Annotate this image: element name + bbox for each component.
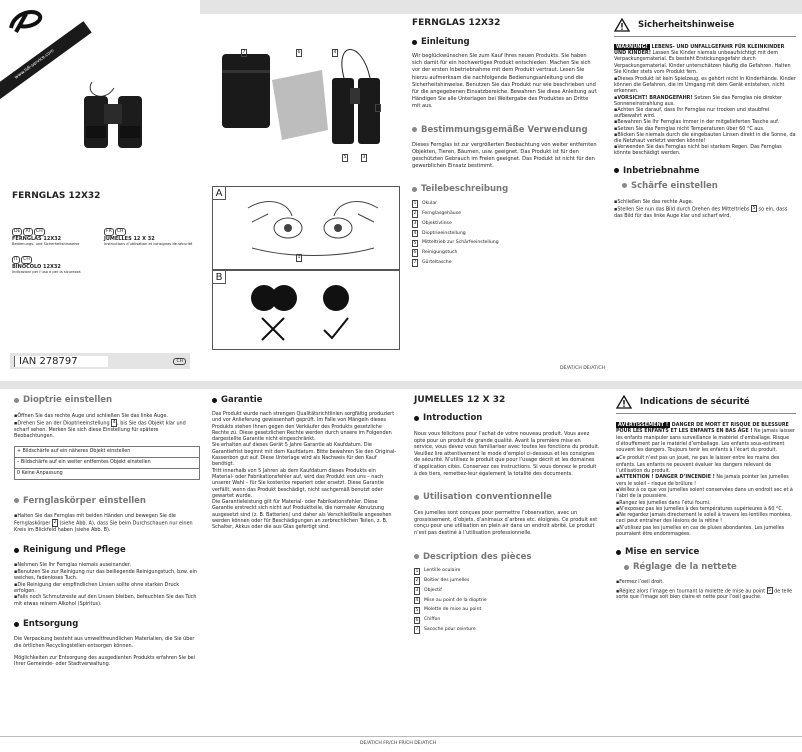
binoculars-photo — [74, 74, 154, 154]
lang-code: CH — [23, 257, 30, 262]
fr-safety-panel — [616, 395, 796, 705]
ian-bar — [10, 353, 190, 369]
ian-number: IAN 278797 — [14, 356, 108, 367]
reinigung-item: ▪Die Reinigung der empfindlichen Linsen sollte ohne starken Druck erfolgen. — [14, 581, 180, 594]
bullet-icon — [412, 40, 417, 45]
de-operation-panel — [14, 395, 200, 725]
safety-item: ▪Achten Sie darauf, dass Ihr Fernglas nur trocken und staubfrei aufbewahrt wird. — [614, 107, 770, 120]
footer-rule — [0, 736, 802, 737]
part-number: 6 — [413, 250, 417, 256]
fr-safety-item: ▪Rangez les jumelles dans l’étui fourni. — [616, 500, 711, 506]
safety-list — [614, 76, 796, 157]
part-number: 4 — [413, 230, 417, 236]
table-row: – Bildschärfe auf ein weiter entferntes Objekt einstellen — [14, 458, 200, 469]
pieces-list — [414, 568, 600, 634]
section-teile — [412, 184, 598, 194]
mid-footer: DE/AT/CH DE/AT/CH — [560, 366, 606, 371]
part-number: 5 — [413, 240, 417, 246]
lang-sub: Bedienungs- und Sicherheitshinweise — [12, 241, 80, 246]
section-description: Description des pièces — [414, 552, 600, 562]
fr-safety-title: Indications de sécurité — [640, 397, 750, 407]
bullet-icon — [212, 398, 217, 403]
safety-warning — [614, 44, 796, 75]
section-reinigung: Reinigung und Pflege — [14, 545, 200, 555]
reinigung-item: ▪Falls noch Schmutzreste auf den Linsen bleiben, befeuchten Sie das Tuch mit etwas reinem Alkohol (Spiritus). — [14, 594, 197, 607]
part-label: Fernglasgehäuse — [422, 210, 461, 216]
lang-name: JUMELLES 12 X 32 — [104, 235, 155, 242]
page-title-fr: JUMELLES 12 X 32 — [414, 395, 506, 405]
section-fernglaskoerper: Fernglaskörper einstellen — [14, 496, 200, 506]
figures-panel — [212, 20, 400, 350]
section-dioptrie: Dioptrie einstellen — [14, 395, 200, 405]
figure-b-label: B — [212, 270, 226, 284]
safety-heading — [614, 18, 796, 37]
bestimmung-text: Dieses Fernglas ist zur vergrößerten Beobachtung von weiter entfernten Objekten, Tieren, Bäumen, usw. geeignet. Das Produkt ist für den geschützten Gebrauch im Freien geeignet. Das Produkt ist nicht für den gewerblichen Einsatz bestimmt. — [412, 141, 597, 170]
part-label: Reinigungstuch — [422, 250, 458, 256]
cover-lang-it — [12, 256, 81, 274]
bullet-icon — [412, 127, 417, 132]
part-item — [412, 240, 598, 248]
fern-step: ▪Halten Sie das Fernglas mit beiden Händen und bewegen Sie die Fernglaskörper 2 (siehe Abb. A), dass Sie beim Durchschauen nur einen Kreis im Blickfeld haben (siehe Abb. B). — [14, 512, 193, 533]
bullet-icon — [414, 554, 419, 559]
section-einleitung — [412, 37, 598, 47]
section-mise-en-service: Mise en service — [616, 547, 796, 557]
fr-safety-item: ▪ATTENTION ! DANGER D’INCENDIE ! Ne jamais pointer les jumelles vers le soleil – risque de brûlure ! — [616, 475, 789, 487]
lang-code: FR — [106, 229, 112, 234]
lang-code: IT — [14, 257, 19, 262]
callout-3: 3 — [362, 155, 366, 160]
piece-item: 7 Sacoche pour ceinture — [415, 627, 476, 633]
de-safety-panel — [614, 18, 796, 348]
piece-item: 1 Lentille oculaire — [415, 568, 461, 574]
schaerfe-step: ▪Schließen Sie das rechte Auge. — [614, 198, 694, 205]
fr-safety-list — [616, 456, 796, 538]
dioptrie-step: ▪Öffnen Sie das rechte Auge und schließen Sie das linke Auge. — [14, 413, 168, 419]
part-label: Gürteltasche — [422, 259, 452, 265]
table-row: 0 Keine Anpassung — [14, 469, 200, 480]
lang-sub: Indicazioni per l’uso e per la sicurezza — [12, 269, 81, 274]
safety-item: ▪Blicken Sie niemals durch die eingebauten Linsen direkt in die Sonne, da die Netzhaut verletzt werden könnte! — [614, 131, 796, 145]
entsorgung-text: Möglichkeiten zur Entsorgung des ausgedienten Produkts erfahren Sie bei Ihrer Gemeinde- oder Stadtverwaltung. — [14, 655, 196, 668]
piece-item: 6 Chiffon — [415, 617, 441, 623]
cover-panel — [0, 0, 200, 374]
bullet-icon — [14, 622, 19, 627]
bullet-icon — [414, 495, 419, 500]
section-inbetriebnahme: Inbetriebnahme — [614, 166, 796, 176]
bullet-icon — [624, 565, 629, 570]
ch-badge: CH — [173, 358, 186, 365]
callout-4: 4 — [333, 50, 337, 55]
piece-item: 2 Boîtier des jumelles — [415, 578, 470, 584]
part-number: 2 — [413, 211, 417, 217]
part-label: Objektivlinse — [422, 220, 452, 226]
bullet-icon — [414, 416, 419, 421]
lang-name: BINOCOLO 12X32 — [12, 263, 61, 270]
fr-safety-warning: AVERTISSEMENT ! DANGER DE MORT ET RISQUE DE BLESSURE POUR LES ENFANTS ET LES ENFANTS EN BAS ÂGE ! Ne jamais laisser les enfants manipuler sans surveillance le matériel d’emballage. Risque d’étouffement par le matériel d’emballage. Les enfants sous-estiment souvent les dangers. Toujours tenir les enfants à l’écart du produit. — [616, 422, 795, 454]
piece-item: 5 Molette de mise au point — [415, 607, 482, 613]
part-item — [412, 200, 598, 208]
safety-item: ▪Verwenden Sie das Fernglas nicht bei starkem Regen. Das Fernglas könnte beschädigt werden. — [614, 144, 782, 157]
brand-logo — [6, 6, 46, 34]
reglage-step: ▪Réglez alors l’image en tournant la molette de mise au point 5 de telle sorte que l’image soit bien claire et nette pour l’oeil gauche. — [616, 587, 793, 601]
fr-safety-item: ▪Ne regardez jamais directement le soleil à travers les lentilles montées, ceci peut entraîner des lésions de la rétine ! — [616, 513, 792, 525]
section-title: Einleitung — [421, 37, 470, 47]
section-entsorgung: Entsorgung — [14, 619, 200, 629]
warning-headline: LEBENS- UND UNFALLGEFAHR FÜR KLEINKINDER UND KINDER! — [614, 44, 785, 57]
figure-a-label: A — [212, 186, 226, 200]
callout-7: 7 — [242, 50, 246, 55]
bullet-icon — [14, 548, 19, 553]
lang-code: AT — [25, 229, 32, 234]
product-contents-figure — [212, 20, 400, 170]
section-introduction: Introduction — [414, 413, 600, 423]
section-title: Teilebeschreibung — [421, 184, 509, 195]
part-number: 3 — [413, 221, 417, 227]
garantie-text: Das Produkt wurde nach strengen Qualitätsrichtlinien sorgfältig produziert und vor Anlieferung gewissenhaft geprüft. Im Falle von Mängeln dieses Produkts stehen Ihnen gegen den Verkäufer des Produkts gesetzliche Rechte zu. Diese gesetzlichen Rechte werden durch unsere im Folgenden dargestellte Garantie nicht eingeschränkt. — [212, 411, 395, 443]
reinigung-item: ▪Benutzen Sie zur Reinigung nur das beiliegende Reinigungstuch, bzw. ein weiches, fadenloses Tuch. — [14, 568, 197, 582]
parts-list — [412, 200, 598, 266]
fr-intro-panel — [414, 395, 600, 695]
bullet-icon — [412, 187, 417, 192]
fr-safety-item: ▪N’exposez pas les jumelles à des températures supérieures à 60 °C. — [616, 506, 784, 512]
bottom-footer: DE/AT/CH FR/CH FR/CH DE/AT/CH — [360, 741, 437, 746]
section-reglage: Réglage de la nettete — [616, 562, 796, 572]
section-schaerfe: Schärfe einstellen — [614, 181, 796, 191]
part-item — [412, 230, 598, 238]
part-item — [412, 249, 598, 257]
lang-name: FERNGLAS 12X32 — [12, 235, 62, 242]
safety-item: ▪VORSICHT! BRANDGEFAHR! Setzen Sie das Fernglas nie direkter Sonneneinstrahlung aus. — [614, 94, 783, 107]
bullet-icon — [622, 183, 627, 188]
part-item — [412, 220, 598, 228]
section-title: Bestimmungsgemäße Verwendung — [421, 124, 588, 135]
warning-badge: AVERTISSEMENT ! — [618, 422, 669, 428]
fr-safety-item: ▪Veillez à ce que vos jumelles soient conservées dans un endroit sec et à l’abri de la poussière. — [616, 487, 793, 500]
lang-code: DE — [14, 229, 21, 234]
bullet-icon — [14, 498, 19, 503]
warning-badge: WARNUNG! — [616, 44, 648, 50]
piece-item: 3 Objectif — [415, 587, 442, 594]
part-label: Okular — [422, 201, 438, 207]
cover-title: FERNGLAS 12X32 — [12, 191, 101, 201]
de-intro-panel — [412, 18, 598, 338]
lang-code: CH — [36, 229, 43, 234]
bullet-icon — [616, 550, 621, 555]
part-item — [412, 210, 598, 218]
bullet-icon — [614, 168, 619, 173]
part-label: Dioptrieeinstellung — [422, 230, 466, 236]
header-bar-de — [200, 0, 802, 14]
part-number: 7 — [413, 260, 417, 266]
callout-6: 6 — [297, 50, 301, 55]
section-bestimmung — [412, 125, 598, 135]
warning-triangle-icon — [614, 18, 630, 32]
fr-safety-item: ▪N’utilisez pas les jumelles en cas de pluies abondantes. Les jumelles pourraient être endommagées. — [616, 525, 785, 538]
safety-title: Sicherheitshinweise — [638, 20, 735, 30]
callout-1: 1 — [297, 255, 301, 260]
reinigung-list — [14, 562, 200, 607]
dioptrie-step: ▪Drehen Sie an der Dioptrieeinstellung 4 , bis Sie das Objekt klar und scharf sehen. Merken Sie sich diese Einstellung für spätere Beobachtungen. — [14, 420, 186, 440]
garantie-text: Sie erhalten auf dieses Gerät 5 Jahre Garantie ab Kaufdatum. Die Garantiefrist beginnt mit dem Kaufdatum. Bitte bewahren Sie den Original-Kassenbon gut auf. Diese Unterlage wird als Nachweis für den Kauf benötigt. — [212, 442, 397, 468]
fr-safety-heading — [616, 395, 796, 414]
section-garantie: Garantie — [212, 395, 398, 405]
warning-text: Lassen Sie Kinder niemals unbeaufsichtigt mit dem Verpackungsmaterial. Es besteht Erstickungsgefahr durch Verpackungsmaterial. Kinder unterschätzen häufig die Gefahren. Halten Sie Kinder stets vom Produkt fern. — [614, 50, 791, 75]
brand-banner: www.lidl-service.com — [0, 21, 92, 109]
cover-lang-de — [12, 228, 79, 246]
warning-triangle-icon — [616, 395, 632, 409]
reinigung-item: ▪Nehmen Sie Ihr Fernglas niemals auseinander. — [14, 562, 131, 569]
dioptrie-table — [14, 446, 200, 480]
utilisation-text: Ces jumelles sont conçues pour permettre l’observation, avec un grossissement, d’objets, d’animaux d’arbres etc. éloignés. Ce produit est conçu pour une utilisation en plein air dans un endroit abrité. Le produit n’est pas destiné à l’utilisation professionnelle. — [414, 510, 598, 536]
part-number: 1 — [413, 201, 417, 207]
reglage-step: ▪Fermez l’oeil droit. — [616, 580, 664, 586]
garantie-text: Die Garantieleistung gilt für Material- oder Fabrikationsfehler. Diese Garantie erstreckt sich nicht auf Produktteile, die normaler Abnutzung ausgesetzt sind (z. B. Batterien) und daher als Verschleißteile angesehen werden können oder für Beschädigungen an zerbrechlichen Teilen, z. B. Schalter, Akkus oder die aus Glas gefertigt sind. — [212, 499, 392, 531]
part-item — [412, 259, 598, 267]
lang-code: CH — [116, 229, 124, 234]
piece-item: 4 Mise au point de la dioptrie — [415, 597, 487, 603]
safety-item: ▪Bewahren Sie Ihr Fernglas immer in der mitgelieferten Tasche auf. — [614, 119, 780, 126]
page-title-de: FERNGLAS 12X32 — [412, 18, 501, 28]
lang-sub: Instructions d’utilisation et consignes de sécurité — [104, 241, 193, 246]
figure-b-views — [212, 270, 400, 350]
bullet-icon — [14, 398, 19, 403]
de-warranty-panel — [212, 395, 398, 615]
callout-5: 5 — [343, 155, 347, 160]
callout-2: 2 — [376, 105, 380, 110]
schaerfe-step: ▪Stellen Sie nun das Bild durch Drehen des Mitteltriebs 5 so ein, dass das Bild für das linke Auge klar und scharf wird. — [614, 205, 788, 219]
header-bar-bottom — [0, 381, 802, 389]
section-utilisation: Utilisation conventionnelle — [414, 492, 600, 502]
cover-lang-fr — [104, 228, 192, 246]
einleitung-text: Wir beglückwünschen Sie zum Kauf Ihres neuen Produkts. Sie haben sich damit für ein hochwertiges Produkt entschieden. Machen Sie sich vor der ersten Inbetriebnahme mit dem Produkt vertraut. Lesen Sie hierzu aufmerksam die nachfolgende Bedienungsanleitung und die Sicherheitshinweise. Benutzen Sie das Produkt nur wie beschrieben und für die angegebenen Einsatzbereiche. Bewahren Sie diese Anleitung auf. Händigen Sie alle Unterlagen bei Weitergabe des Produktes an Dritte mit aus. — [412, 53, 598, 110]
fr-safety-item: ▪Ce produit n’est pas un jouet, ne pas le laisser entre les mains des enfants. Les enfants ne peuvent évaluer les dangers relevant de l’utilisation du produit. — [616, 456, 780, 475]
table-row: + Bildschärfe auf ein näheres Objekt einstellen — [14, 447, 200, 458]
safety-item: ▪Dieses Produkt ist kein Spielzeug, es gehört nicht in Kinderhände. Kinder können die Gefahren, die im Umgang mit dem Gerät entstehen, nicht erkennen. — [614, 76, 796, 95]
entsorgung-text: Die Verpackung besteht aus umweltfreundlichen Materialien, die Sie über die örtlichen Recyclingstellen entsorgen können. — [14, 636, 195, 649]
part-label: Mitteltrieb zur Schärfeeinstellung — [422, 240, 499, 246]
figure-a-hands — [228, 188, 398, 268]
garantie-text: Tritt innerhalb von 5 Jahren ab dem Kaufdatum dieses Produkts ein Material- oder Fabrikationsfehler auf, wird das Produkt von uns – nach unserer Wahl – für Sie kostenlos repariert oder ersetzt. Diese Garantie verfällt, wenn das Produkt beschädigt, nicht sachgemäß benutzt oder gewartet wurde. — [212, 467, 384, 499]
introduction-text: Nous vous félicitons pour l’achat de votre nouveau produit. Vous avez opté pour un produit de grande qualité. Avant la première mise en service, vous devez vous familiariser avec toutes les fonctions du produit. Veuillez lire attentivement le mode d’emploi ci-dessous et les consignes de sécurité. N’utilisez le produit que pour l’usage décrit et les domaines d’application cités. Conservez ces instructions. Si vous donnez le produit à des tiers, remettez-leur également la totalité des documents. — [414, 431, 600, 477]
safety-item: ▪Setzen Sie das Fernglas nicht Temperaturen über 60 °C aus. — [614, 125, 765, 132]
